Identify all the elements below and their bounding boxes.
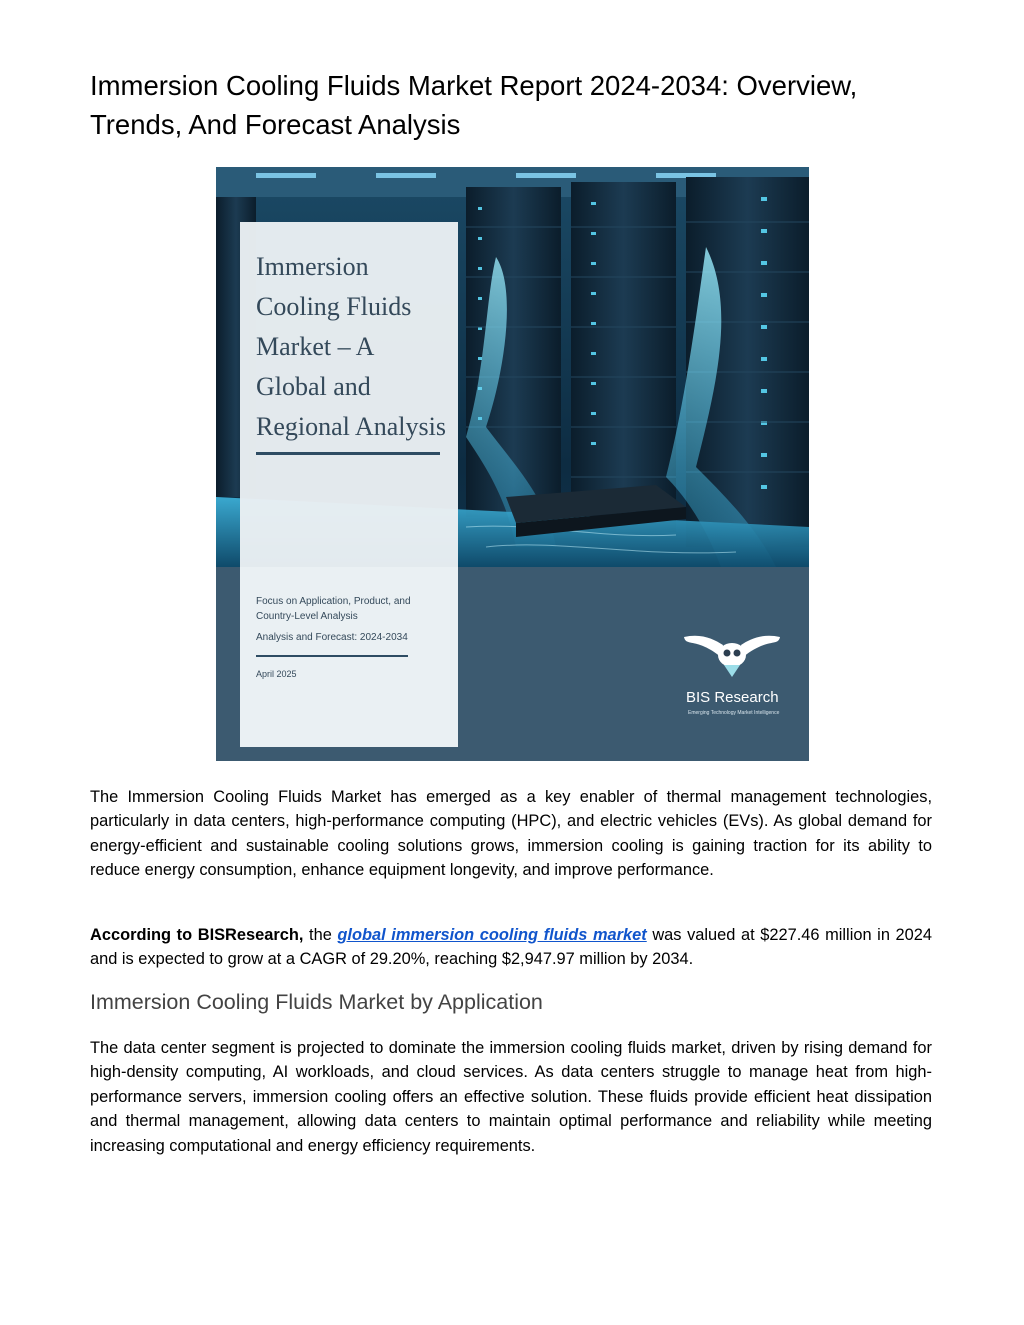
intro-paragraph: The Immersion Cooling Fluids Market has emerged as a key enabler of thermal management technologies, particularly in data centers, high-performance computing (HPC), and electric vehicles (EVs). As global demand for energy-efficient and sustainable cooling solutions grows, immersion cooling is gaining traction for its ability to reduce energy consumption, enhance equipment longevity, and improve performance. [90,788,932,880]
cover-brand: BIS Research [686,689,779,706]
cover-title-line: Global and [256,372,371,401]
cover-title-line: Market – A [256,332,375,361]
stat-the: the [303,926,338,944]
cover-date: April 2025 [256,669,297,679]
section-heading: Immersion Cooling Fluids Market by Application [90,990,543,1014]
cover-title-line: Immersion [256,252,369,281]
cover-focus-line: Focus on Application, Product, and [256,596,411,607]
cover-title-line: Regional Analysis [256,412,446,441]
cover-tagline: Emerging Technology Market Intelligence [688,710,780,716]
page-title: Immersion Cooling Fluids Market Report 2024-2034: Overview, Trends, And Forecast Analysis [90,70,858,140]
stat-lead: According to BISResearch, [90,926,304,944]
report-cover-image [216,167,809,761]
market-report-link[interactable]: global immersion cooling fluids market [337,926,647,944]
application-paragraph: The data center segment is projected to dominate the immersion cooling fluids market, driven by rising demand for high-density computing, AI workloads, and cloud services. As data centers struggle to manage heat from high-performance servers, immersion cooling offers an effective solution. These fluids provide efficient heat dissipation and thermal management, allowing data centers to maintain optimal performance and reliability while meeting increasing computational and energy efficiency requirements. [90,1039,932,1155]
stat-rest: was valued at $227.46 million in 2024 and is expected to grow at a CAGR of 29.20%, reaching $2,947.97 million by 2034. [90,926,932,969]
cover-focus-line: Country-Level Analysis [256,611,358,622]
cover-title-rule [256,452,440,455]
cover-forecast: Analysis and Forecast: 2024-2034 [256,632,408,643]
market-stat-paragraph [90,923,932,972]
cover-illustration [216,167,809,761]
cover-title-line: Cooling Fluids [256,292,412,321]
cover-rule [256,655,408,657]
